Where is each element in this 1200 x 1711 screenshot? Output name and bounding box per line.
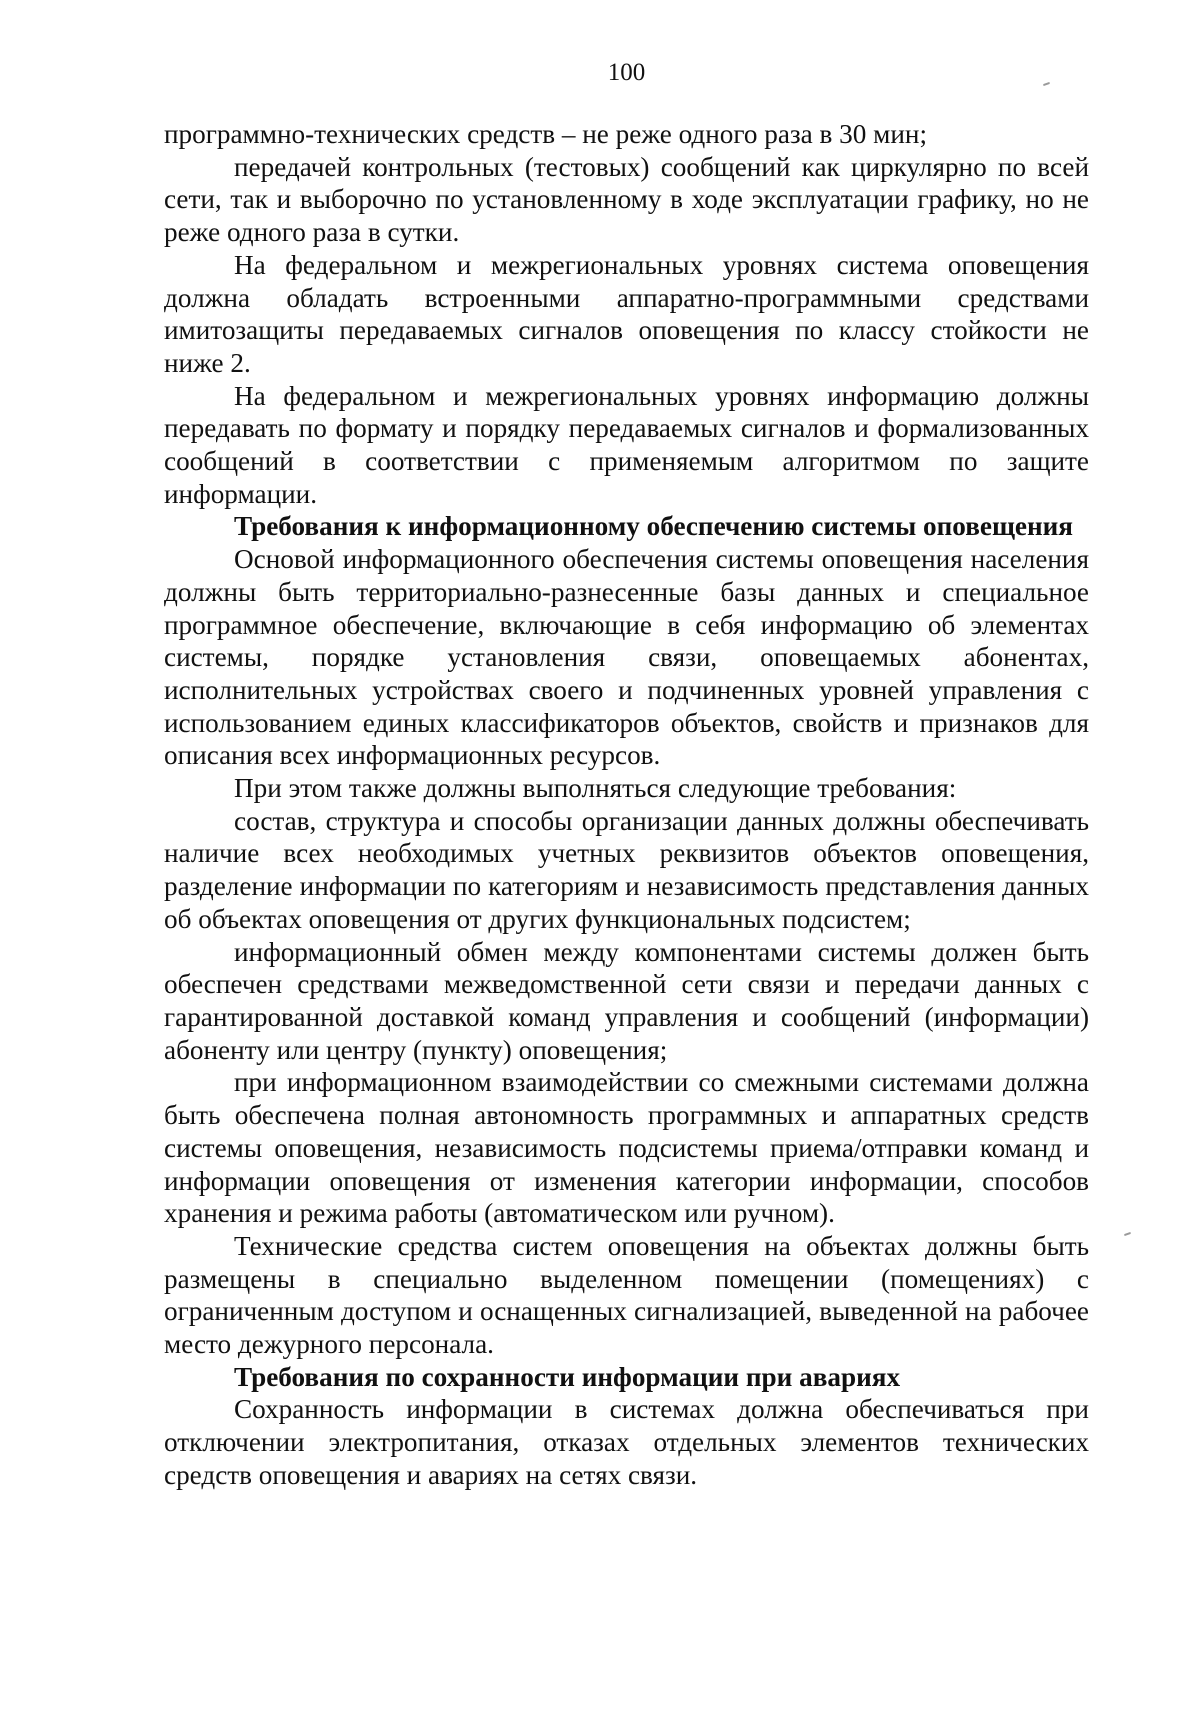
paragraph: Основой информационного обеспечения системы оповещения населения должны быть территориально-разнесенные базы данных и специальное программное обеспечение, включающие в себя информацию об элементах системы, порядке установления связи, оповещаемых абонентах, исполнительных устройствах своего и подчиненных уровней управления с использованием единых классификаторов объектов, свойств и признаков для описания всех информационных ресурсов.: [164, 544, 1089, 771]
list-item: информационный обмен между компонентами системы должен быть обеспечен средствами межведомственной сети связи и передачи данных с гарантированной доставкой команд управления и сообщений (информации) абоненту или центру (пункту) оповещения;: [164, 936, 1089, 1065]
paragraph: Сохранность информации в системах должна обеспечиваться при отключении электропитания, отказах отдельных элементов технических средств оповещения и авариях на сетях связи.: [164, 1394, 1089, 1490]
document-body: [164, 118, 1089, 1492]
paragraph: При этом также должны выполняться следующие требования:: [234, 773, 957, 804]
list-item: состав, структура и способы организации данных должны обеспечивать наличие всех необходимых учетных реквизитов объектов оповещения, разделение информации по категориям и независимость представления данных об объектах оповещения от других функциональных подсистем;: [164, 805, 1089, 934]
list-item: при информационном взаимодействии со смежными системами должна быть обеспечена полная автономность программных и аппаратных средств системы оповещения, независимость подсистемы приема/отправки команд и информации оповещения от изменения категории информации, способов хранения и режима работы (автоматическом или ручном).: [164, 1067, 1089, 1229]
section-heading: Требования к информационному обеспечению системы оповещения: [234, 511, 1074, 542]
paragraph: передачей контрольных (тестовых) сообщений как циркулярно по всей сети, так и выборочно по установленному в ходе эксплуатации графику, но не реже одного раза в сутки.: [164, 151, 1089, 248]
paragraph: На федеральном и межрегиональных уровнях система оповещения должна обладать встроенными аппаратно-программными средствами имитозащиты передаваемых сигналов оповещения по классу стойкости не ниже 2.: [164, 249, 1089, 378]
scan-speck: [1124, 1232, 1131, 1236]
paragraph: программно-технических средств – не реже одного раза в 30 мин;: [164, 119, 928, 149]
page-number: 100: [607, 59, 646, 86]
paragraph: На федеральном и межрегиональных уровнях информацию должны передавать по формату и порядку передаваемых сигналов и формализованных сообщений в соответствии с применяемым алгоритмом по защите информации.: [164, 380, 1089, 509]
paragraph: Технические средства систем оповещения на объектах должны быть размещены в специально выделенном помещении (помещениях) с ограниченным доступом и оснащенных сигнализацией, выведенной на рабочее место дежурного персонала.: [164, 1230, 1089, 1360]
section-heading: Требования по сохранности информации при авариях: [234, 1361, 901, 1392]
